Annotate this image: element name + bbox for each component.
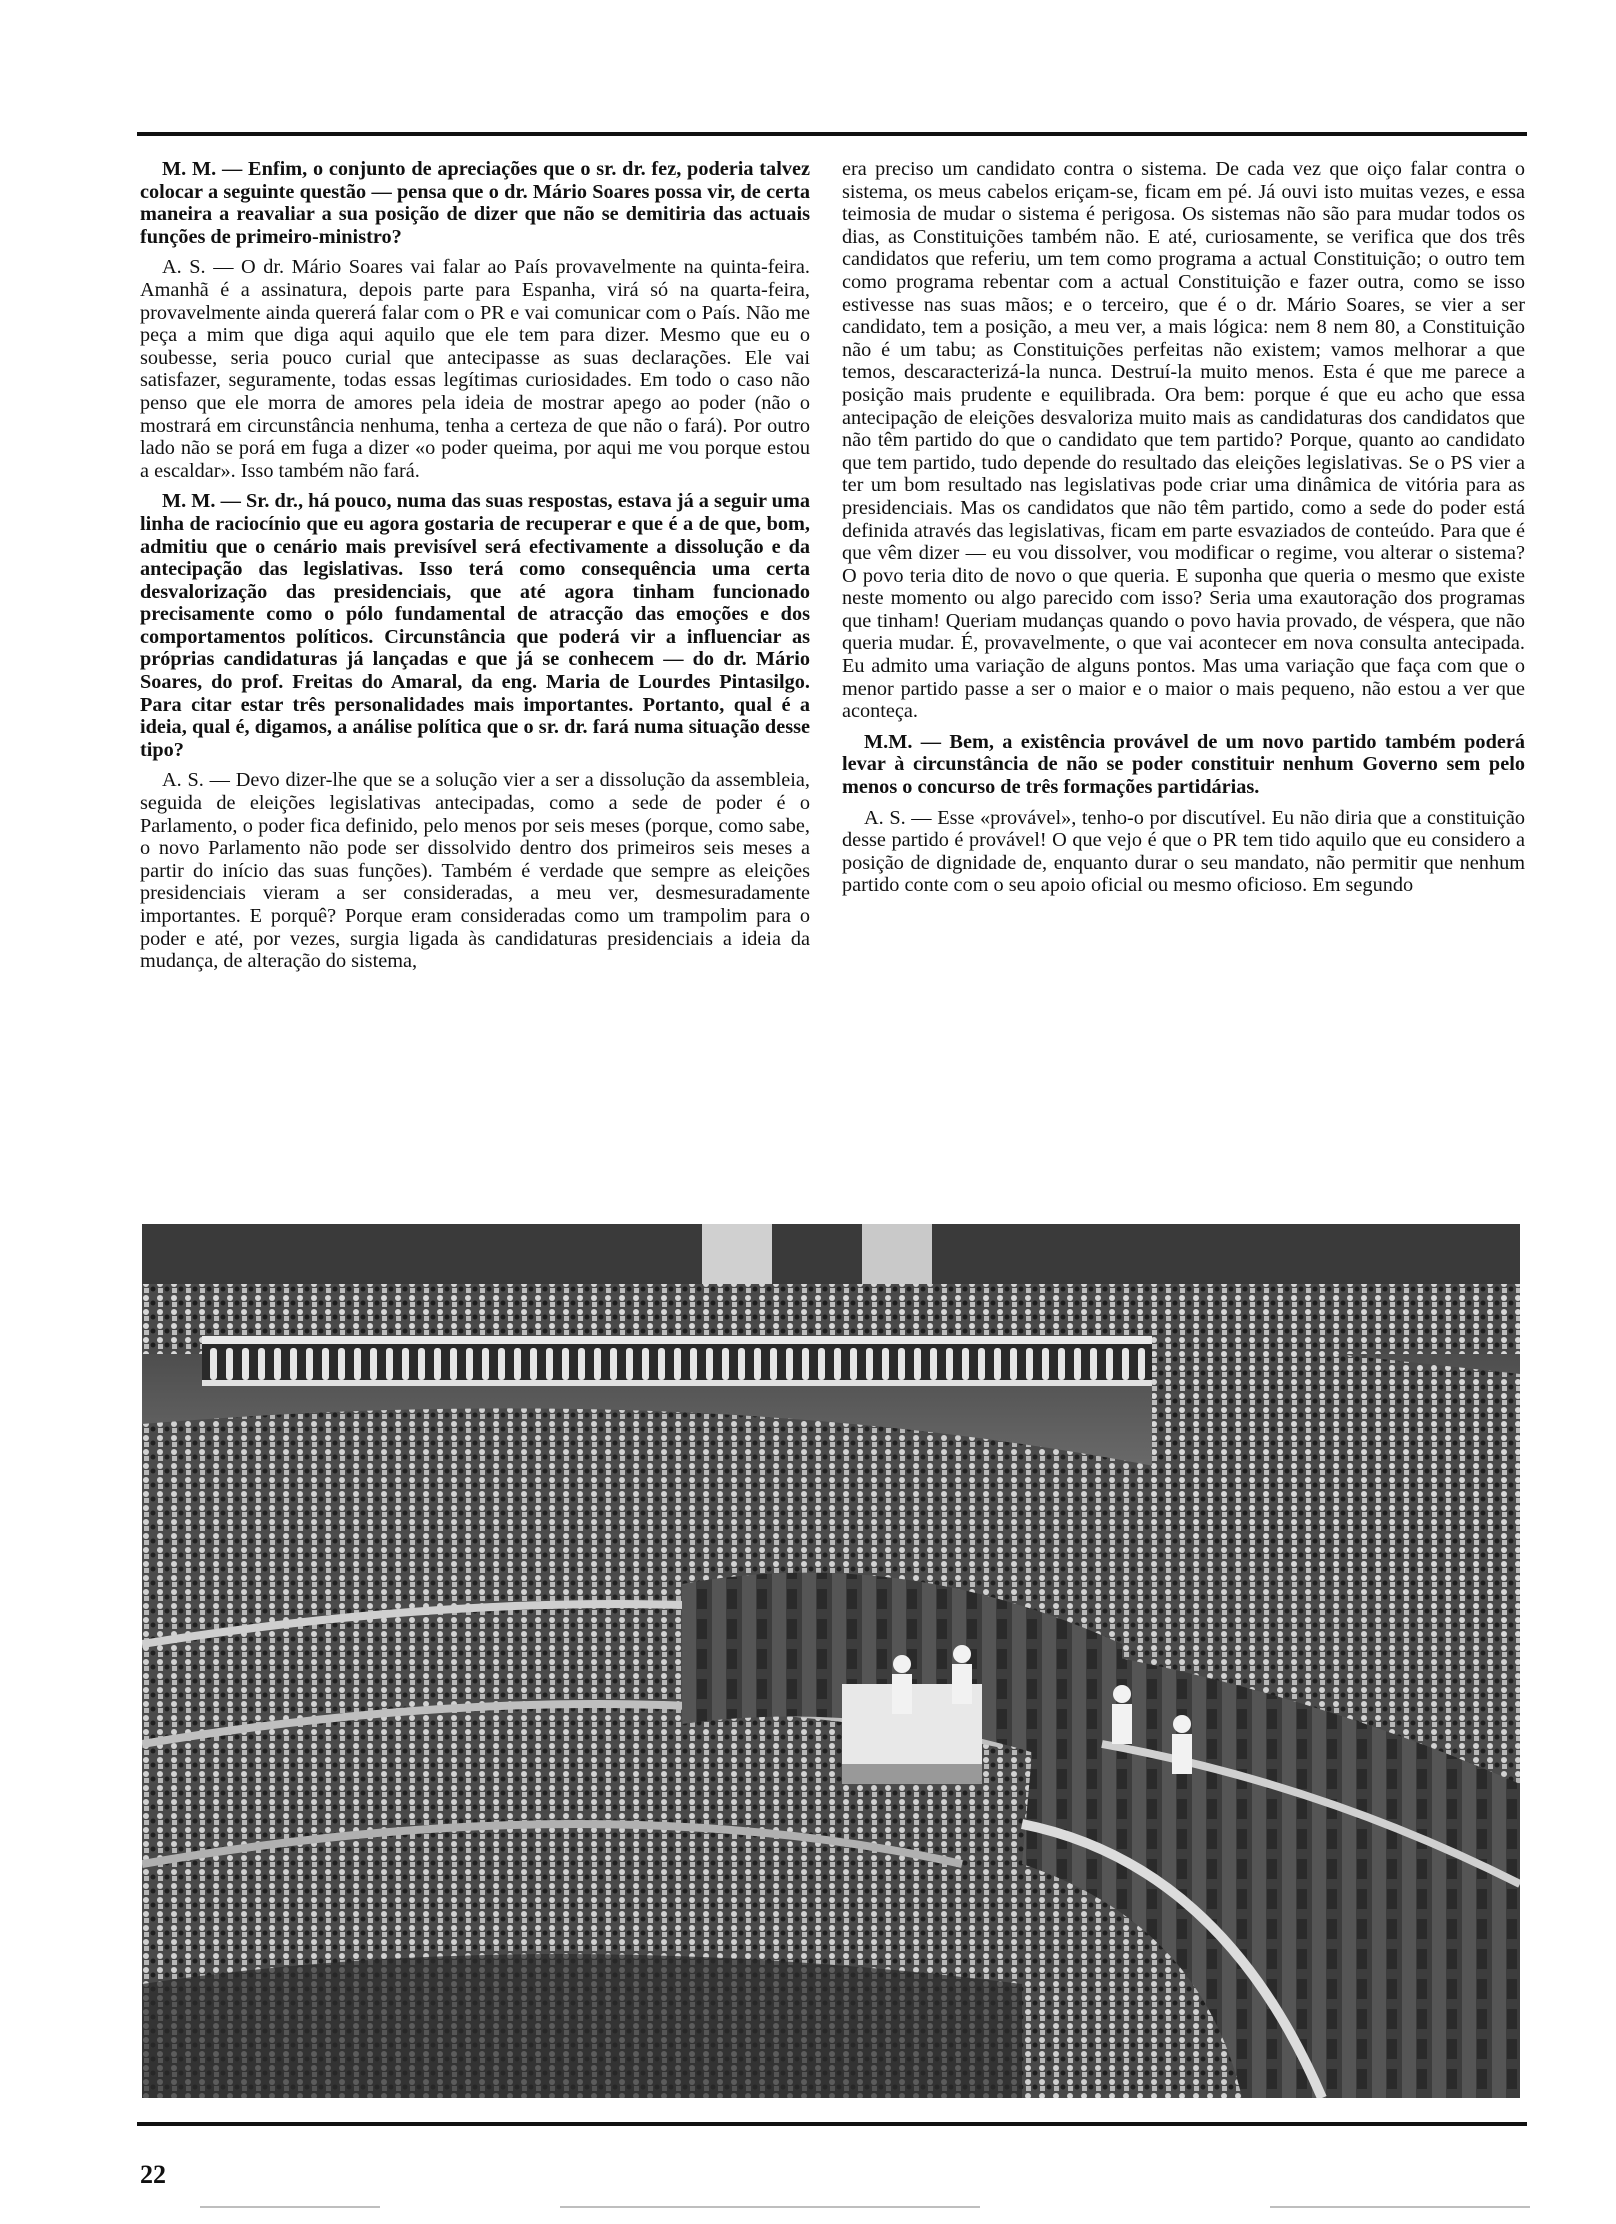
scan-noise <box>200 2206 380 2208</box>
interview-answer <box>842 158 1525 723</box>
interview-answer <box>140 769 810 972</box>
speaker-label: A. S. — <box>864 806 932 829</box>
speaker-label: A. S. — <box>162 256 234 279</box>
paragraph-text: Sr. dr., há pouco, numa das suas respostas, estava já a seguir uma linha de raciocínio que eu agora gostaria de recuperar e que é a de que, bom, admitiu que o cenário mais previsível será efectivamente a dissolução e da antecipação das legislativas. Isso terá como consequência uma certa desvalorização das presidenciais, que até agora tinham funcionado precisamente como o pólo fundamental de atracção das emoções e dos comportamentos políticos. Circunstância que poderá vir a influenciar as próprias candidaturas já lançadas e que já se conhecem — do dr. Mário Soares, do prof. Freitas do Amaral, da eng. Maria de Lourdes Pintasilgo. Para citar estar três personalidades mais importantes. Portanto, qual é a ideia, qual é, digamos, a análise política que o sr. dr. fará numa situação desse tipo? <box>140 490 810 761</box>
bottom-rule <box>137 2122 1527 2126</box>
page-number: 22 <box>140 2160 166 2189</box>
paragraph-text: Esse «provável», tenho-o por discutível. Eu não diria que a constituição desse partido é provável! O que vejo é que o PR tem tido aquilo que eu considero a posição de dignidade de, enquanto durar o seu mandato, não permitir que nenhum partido conte com o seu apoio oficial ou mesmo oficioso. Em segundo <box>842 806 1525 897</box>
top-rule <box>137 132 1527 136</box>
speaker-label: M. M. — <box>162 490 241 513</box>
parliament-chamber-photo <box>142 1224 1520 2098</box>
paragraph-text: O dr. Mário Soares vai falar ao País provavelmente na quinta-feira. Amanhã é a assinatura, depois parte para Espanha, virá só na quarta-feira, provavelmente ainda quererá falar com o PR e vai comunicar com o País. Não me peça a mim que diga aqui aquilo que ele tem para dizer. Mesmo que eu o soubesse, seria pouco curial que antecipasse as suas declarações. Ele vai satisfazer, seguramente, todas essas legítimas curiosidades. Em todo o caso não penso que ele morra de amores pela ideia de mostrar apego ao poder (não o mostrará em circunstância nenhuma, tenha a certeza de que não o fará). Por outro lado não se porá em fuga a dizer «o poder queima, por aqui me vou porque estou a escaldar». Isso também não fará. <box>140 256 810 482</box>
scan-noise <box>560 2206 980 2208</box>
article-column-right <box>842 158 1525 905</box>
interview-answer <box>140 256 810 482</box>
speaker-label: M.M. — <box>864 730 942 753</box>
paragraph-text: Devo dizer-lhe que se a solução vier a ser a dissolução da assembleia, seguida de eleições legislativas antecipadas, como a sede de poder é o Parlamento, o poder fica definido, pelo menos por seis meses (porque, como sabe, o novo Parlamento não pode ser dissolvido dentro dos primeiros seis meses a partir do início das suas funções). Também é verdade que sempre as eleições presidenciais vieram a ser consideradas, a meu ver, desmesuradamente importantes. E porquê? Porque eram consideradas como um trampolim para o poder e até, por vezes, surgia ligada às candidaturas presidenciais a ideia da mudança, de alteração do sistema, <box>140 769 810 973</box>
paragraph-text: Enfim, o conjunto de apreciações que o sr. dr. fez, poderia talvez colocar a seguinte questão — pensa que o dr. Mário Soares possa vir, de certa maneira a reavaliar a sua posição de dizer que não se demitiria das actuais funções de primeiro-ministro? <box>140 158 810 248</box>
speaker-label: A. S. — <box>162 769 230 792</box>
paragraph-text: era preciso um candidato contra o sistema. De cada vez que oiço falar contra o sistema, os meus cabelos eriçam-se, ficam em pé. Já ouvi isto muitas vezes, e essa teimosia de mudar o sistema é perigosa. Os sistemas não são para mudar todos os dias, as Constituições também não. E até, curiosamente, se verifica que dos três candidatos que referiu, um tem como programa a actual Constituição; o outro tem como programa rebentar com a actual Constituição e fazer outra, como se isso estivesse nas suas mãos; e o terceiro, que é o dr. Mário Soares, se vier a ser candidato, tem a posição, a meu ver, a mais lógica: nem 8 nem 80, a Constituição não é um tabu; as Constituições perfeitas não existem; vamos melhorar a que temos, descaracterizá-la nunca. Destruí-la muito menos. Esta é que me parece a posição mais prudente e equilibrada. Ora bem: porque é que eu acho que essa antecipação de eleições desvaloriza muito mais as candidaturas dos candidatos que não têm partido do que o candidato que tem partido? Porque, quanto ao candidato que tem partido, tudo depende do resultado das eleições legislativas. Se o PS vier a ter um bom resultado nas legislativas pode criar uma dinâmica de vitória para as presidenciais. Mas os candidatos que não têm partido, como a sede do poder está definida através das legislativas, ficam em parte esvaziados de conteúdo. Para que é que vêm dizer — eu vou dissolver, vou modificar o regime, vou alterar o sistema? O povo teria dito de novo o que queria. E suponha que queria o mesmo que existe neste momento ou algo parecido com isso? Seria uma exautoração dos programas que tinham! Queriam mudanças quando o povo havia provado, de véspera, que não queria mudar. É, provavelmente, o que vai acontecer em nova consulta antecipada. Eu admito uma variação de alguns pontos. Mas uma variação que faça com que o menor partido passe a ser o maior e o maior o mais pequeno, não estou a ver que aconteça. <box>842 158 1525 723</box>
scan-noise <box>1270 2206 1530 2208</box>
interview-question <box>140 158 810 248</box>
interview-question <box>140 490 810 761</box>
speaker-label: M. M. — <box>162 158 243 180</box>
article-column-left <box>140 158 810 981</box>
interview-answer <box>842 807 1525 897</box>
parliament-chamber-illustration <box>142 1224 1520 2098</box>
paragraph-text: Bem, a existência provável de um novo partido também poderá levar à circunstância de não se poder constituir nenhum Governo sem pelo menos o concurso de três formações partidárias. <box>842 730 1525 799</box>
interview-question <box>842 731 1525 799</box>
